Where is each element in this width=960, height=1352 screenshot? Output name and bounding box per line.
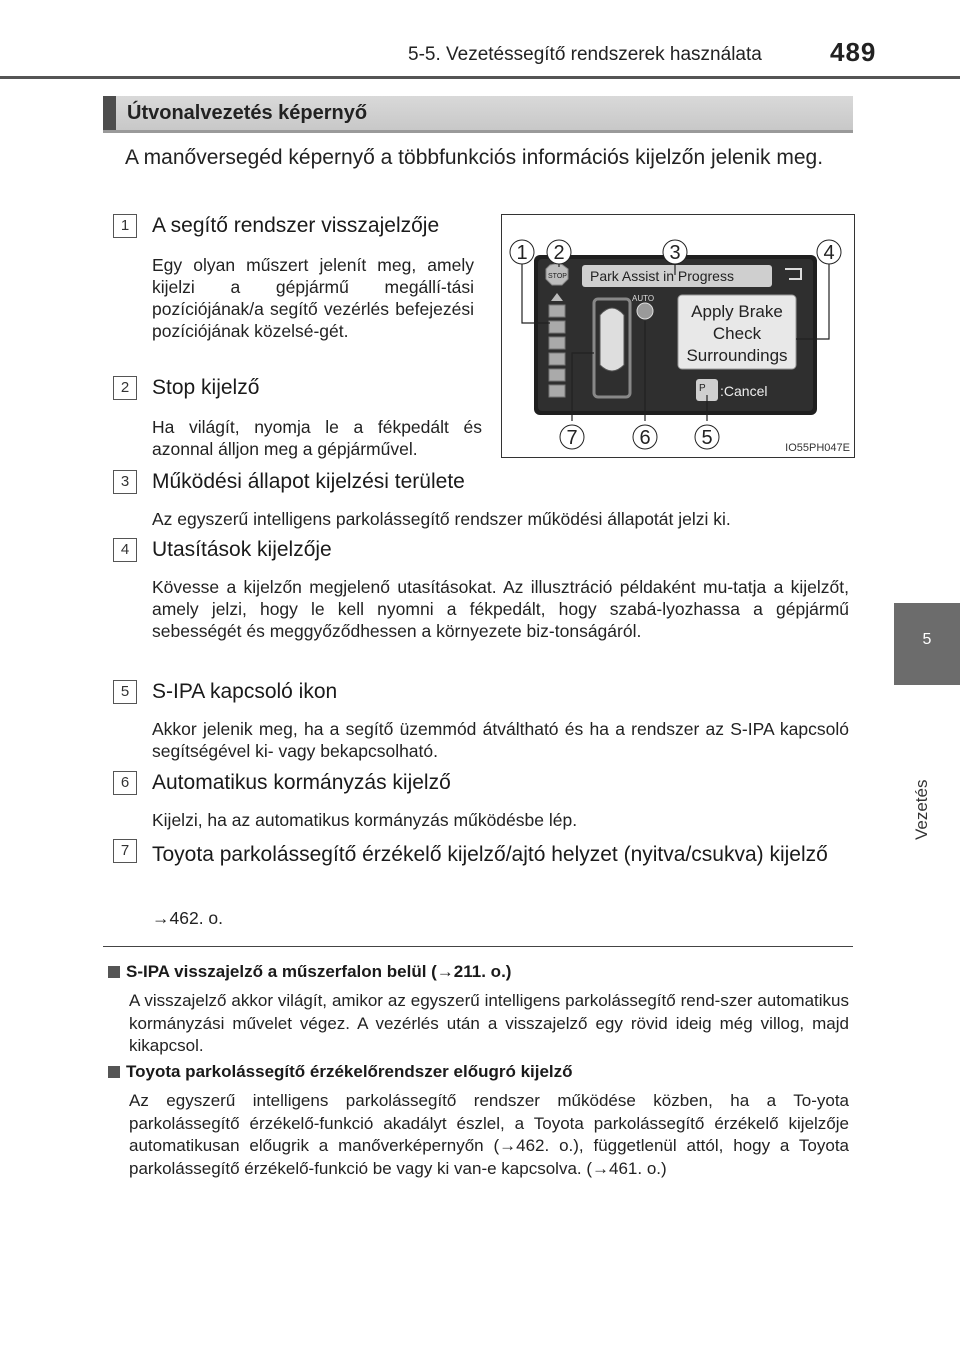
item-number-4: 4 [113,538,137,562]
item-desc-1: Egy olyan műszert jelenít meg, amely kijelzi a gépjármű megállí-tási pozíciójának/a segítő vezérlés befejezési pozíciójának közelsé-gét. [152,255,474,341]
note-title-2: Toyota parkolássegítő érzékelőrendszer előugró kijelző [126,1062,573,1081]
callout-1-label: 1 [516,242,528,264]
item-number-5: 5 [113,680,137,704]
item-number-1: 1 [113,214,137,238]
note-body-1: A visszajelző akkor világít, amikor az egyszerű intelligens parkolássegítő rend-szer automatikus kormányzási művelet végez. A vezérlés után a visszajelző egy rövid ideig még villog, majd kikapcsol. [129,991,849,1055]
note-body-2: Az egyszerű intelligens parkolássegítő rendszer működése közben, ha a To-yota parkolássegítő érzékelő-funkció akadályt észlel, a Toyota parkolássegítő érzékelő kijelzője automatikusan előugrik a manőverképernyőn (→462. o.), függetlenül attól, hogy a Toyota parkolássegítő érzékelő-funkció be vagy ki van-e kapcsolva. (→461. o.) [129,1091,849,1178]
item-desc-7: →462. o. [152,908,224,928]
note-heading-2 [108,1062,573,1082]
item-number-2: 2 [113,376,137,400]
note-bullet-icon [108,966,120,978]
callout-2-label: 2 [553,242,565,264]
section-heading-bar [103,96,853,133]
stop-icon-label: STOP [548,273,567,280]
steering-wheel-icon [637,303,653,319]
instruction-line-3: Surroundings [686,346,788,365]
note-bullet-icon [108,1066,120,1078]
item-title-5: S-IPA kapcsoló ikon [152,680,338,703]
callout-7-label: 7 [566,427,578,449]
item-number-6: 6 [113,771,137,795]
instruction-line-2: Check [712,324,762,343]
callout-3-label: 3 [669,242,681,264]
item-number-7: 7 [113,839,137,863]
item-desc-4: Kövesse a kijelzőn megjelenő utasításokat. Az illusztráció példaként mu-tatja a kijelzőt, amely jelzi, hogy le kell nyomni a fékpedált, hogy szabá-lyozhassa a gépjármű sebességét és meggyőződhessen a környezete biz-tonságáról. [152,577,849,641]
park-assist-screen-illustration [502,215,854,457]
s-ipa-p-label: P [699,383,706,394]
callout-5-label: 5 [701,427,713,449]
side-tab-number: 5 [922,631,932,648]
item-title-4: Utasítások kijelzője [152,538,332,561]
item-title-2: Stop kijelző [152,376,260,399]
page-number: 489 [830,37,877,67]
section-title: Útvonalvezetés képernyő [127,102,368,124]
chapter-side-tab [894,603,960,685]
callout-4-label: 4 [823,242,835,264]
instruction-line-1: Apply Brake [691,302,783,321]
car-icon [600,308,624,371]
item-desc-2: Ha világít, nyomja le a fékpedált és azonnal álljon meg a gépjárművel. [152,417,482,459]
section-heading-marker [103,96,116,130]
item-desc-3: Az egyszerű intelligens parkolássegítő rendszer működési állapotát jelzi ki. [152,509,731,529]
status-text: Park Assist in Progress [590,268,734,284]
note-title-1: S-IPA visszajelző a műszerfalon belül (→211. o.) [126,962,512,981]
item-desc-6: Kijelzi, ha az automatikus kormányzás működésbe lép. [152,810,578,830]
item-number-3: 3 [113,470,137,494]
item-title-3: Működési állapot kijelzési területe [152,470,465,493]
park-assist-screen-figure [501,214,855,458]
auto-label: AUTO [632,294,655,303]
header-divider [0,76,960,79]
item-title-1: A segítő rendszer visszajelzője [152,214,440,237]
note-heading-1 [108,962,511,982]
callout-6-label: 6 [639,427,651,449]
section-intro: A manőversegéd képernyő a többfunkciós információs kijelzőn jelenik meg. [125,146,824,169]
item-desc-5: Akkor jelenik meg, ha a segítő üzemmód átváltható és ha a rendszer az S-IPA kapcsoló segítségével ki- vagy bekapcsolható. [152,719,849,761]
chapter-title: 5-5. Vezetéssegítő rendszerek használata [408,44,762,65]
figure-id: IO55PH047E [785,442,850,454]
cancel-label: :Cancel [720,383,768,399]
item-title-6: Automatikus kormányzás kijelző [152,771,451,794]
side-tab-label: Vezetés [912,779,931,840]
notes-divider [103,946,853,947]
item-title-7: Toyota parkolássegítő érzékelő kijelző/ajtó helyzet (nyitva/csukva) kijelző [152,843,828,866]
